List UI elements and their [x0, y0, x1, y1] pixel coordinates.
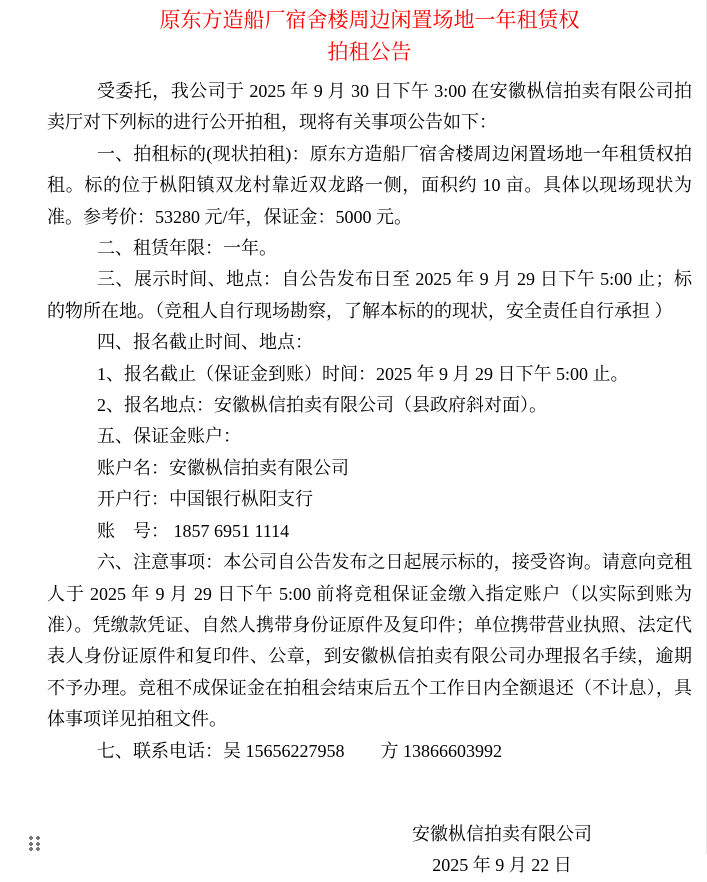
section-3-display-time-place: 三、展示时间、地点：自公告发布日至 2025 年 9 月 29 日下午 5:00 止；标的物所在地。（竞租人自行现场勘察，了解本标的的现状，安全责任自行承担 ） [47, 269, 692, 321]
section-4-registration-header: 四、报名截止时间、地点： [97, 332, 313, 353]
section-4-item-2-location: 2、报名地点：安徽枞信拍卖有限公司（县政府斜对面）。 [97, 395, 547, 416]
bank-branch-line: 开户行：中国银行枞阳支行 [97, 489, 313, 510]
section-7-contact-phones: 七、联系电话：吴 15656227958 方 13866603992 [97, 740, 502, 761]
drag-handle-dots-icon[interactable] [29, 836, 40, 851]
section-1-lease-subject: 一、拍租标的(现状拍租)：原东方造船厂宿舍楼周边闲置场地一年租赁权拍租。标的位于枞阳镇双龙村靠近双龙路一侧，面积约 10 亩。具体以现场现状为准。参考价：53280 元/年，保证金：5000 元。 [47, 143, 692, 227]
document-title-line1: 原东方造船厂宿舍楼周边闲置场地一年租赁权 [159, 8, 580, 32]
intro-paragraph: 受委托，我公司于 2025 年 9 月 30 日下午 3:00 在安徽枞信拍卖有限公司拍卖厅对下列标的进行公开拍租，现将有关事项公告如下： [47, 81, 692, 133]
section-2-lease-term: 二、租赁年限：一年。 [97, 238, 277, 259]
document-title-line2: 拍租公告 [327, 40, 412, 64]
signature-date: 2025 年 9 月 22 日 [432, 855, 572, 876]
section-5-deposit-account: 五、保证金账户： [97, 426, 241, 447]
signature-company: 安徽枞信拍卖有限公司 [412, 823, 592, 844]
account-number-line: 账 号： 1857 6951 1114 [97, 520, 290, 541]
account-name-line: 账户名：安徽枞信拍卖有限公司 [97, 457, 349, 478]
signature-block [362, 819, 642, 882]
section-6-notes: 六、注意事项：本公司自公告发布之日起展示标的，接受咨询。请意向竞租人于 2025 年 9 月 29 日下午 5:00 前将竞租保证金缴入指定账户（以实际到账为准）。凭缴款凭证、自然人携带身份证原件及复印件；单位携带营业执照、法定代表人身份证原件和复印件、公章，到安徽枞信拍卖有限公司办理报名手续，逾期不予办理。竞租不成保证金在拍租会结束后五个工作日内全额退还（不计息），具体事项详见拍租文件。 [47, 552, 692, 730]
section-4-item-1-deadline: 1、报名截止（保证金到账）时间：2025 年 9 月 29 日下午 5:00 止。 [97, 363, 629, 384]
document-body [47, 76, 692, 767]
